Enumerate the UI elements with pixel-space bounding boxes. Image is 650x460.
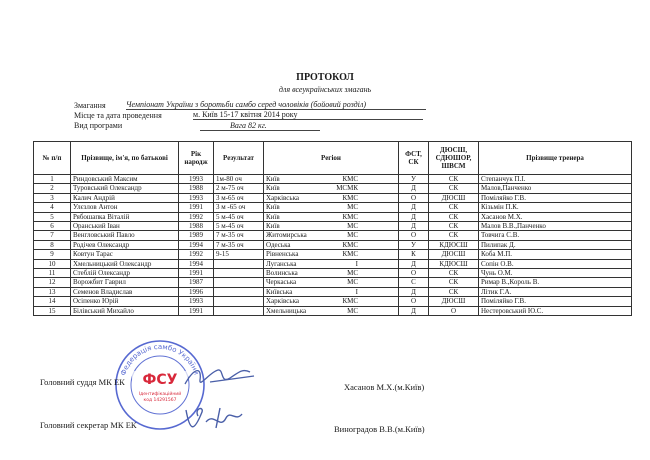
cell-num: 4 <box>34 203 71 212</box>
region-name: Харківська <box>266 297 299 306</box>
col-header-fst: ФСТ, СК <box>399 142 429 175</box>
cell-year: 1993 <box>179 175 214 184</box>
table-row <box>34 175 632 184</box>
cell-name: Риндовський Максим <box>71 175 179 184</box>
cell-fst: Д <box>399 203 429 212</box>
cell-school: ДЮСШ <box>429 297 479 306</box>
cell-coach: Поміляйко Г.В. <box>479 297 632 306</box>
stamp-center-text: ФСУ <box>142 372 178 388</box>
cell-year: 1991 <box>179 269 214 278</box>
cell-school: СК <box>429 212 479 221</box>
region-name: Київ <box>266 175 280 183</box>
cell-region <box>264 222 399 231</box>
judge-signature <box>180 362 260 392</box>
table-row <box>34 278 632 287</box>
cell-school: СК <box>429 278 479 287</box>
sport-rank: КМС <box>342 297 358 306</box>
region-name: Черкаська <box>266 278 297 287</box>
cell-num: 11 <box>34 269 71 278</box>
secretary-name: Виноградов В.В.(м.Київ) <box>334 424 425 434</box>
cell-region <box>264 175 399 184</box>
col-header-region: Регіон <box>264 142 399 175</box>
cell-result: 2 м-75 оч <box>214 184 264 193</box>
region-name: Луганська <box>266 259 297 268</box>
cell-fst: У <box>399 240 429 249</box>
cell-name: Оранський Іван <box>71 222 179 231</box>
cell-name: Родічев Олександр <box>71 240 179 249</box>
col-header-school: ДЮСШ, СДЮШОР, ШВСМ <box>429 142 479 175</box>
judge-name: Хасанов М.Х.(м.Київ) <box>344 382 425 392</box>
cell-result: 7 м-35 оч <box>214 240 264 249</box>
protocol-title: ПРОТОКОЛ <box>296 72 354 83</box>
competition-value: Чемпіонат України з боротьби самбо серед чоловіків (бойовий розділ) <box>126 100 426 110</box>
cell-school: ДЮСШ <box>429 193 479 202</box>
cell-fst: Д <box>399 306 429 315</box>
cell-num: 8 <box>34 240 71 249</box>
cell-year: 1988 <box>179 184 214 193</box>
sport-rank: КМС <box>342 240 358 249</box>
cell-num: 3 <box>34 193 71 202</box>
table-row <box>34 184 632 193</box>
results-table <box>33 141 632 316</box>
region-name: Київ <box>266 203 280 212</box>
cell-name: Венгловський Павло <box>71 231 179 240</box>
cell-name: Ворожбит Гаврил <box>71 278 179 287</box>
cell-num: 10 <box>34 259 71 268</box>
table-row <box>34 231 632 240</box>
cell-school: СК <box>429 184 479 193</box>
cell-region <box>264 193 399 202</box>
cell-result: 7 м-35 оч <box>214 231 264 240</box>
cell-school: СК <box>429 175 479 184</box>
cell-fst: Д <box>399 212 429 221</box>
table-row <box>34 306 632 315</box>
cell-region <box>264 306 399 315</box>
cell-fst: С <box>399 278 429 287</box>
sport-rank: МС <box>347 269 358 278</box>
cell-name: Улєзлов Антон <box>71 203 179 212</box>
cell-coach: Товчига С.В. <box>479 231 632 240</box>
cell-num: 9 <box>34 250 71 259</box>
cell-num: 7 <box>34 231 71 240</box>
table-row <box>34 240 632 249</box>
cell-coach: Чунь О.М. <box>479 269 632 278</box>
sport-rank: МСМК <box>336 184 358 193</box>
secretary-signature <box>180 402 250 436</box>
sport-rank: КМС <box>342 212 358 221</box>
cell-name: Осіпенко Юрій <box>71 297 179 306</box>
sport-rank: КМС <box>342 193 358 202</box>
cell-num: 6 <box>34 222 71 231</box>
cell-fst: У <box>399 175 429 184</box>
cell-result <box>214 278 264 287</box>
cell-year: 1993 <box>179 193 214 202</box>
program-label: Вид програми <box>74 121 123 130</box>
cell-region <box>264 259 399 268</box>
cell-year: 1989 <box>179 231 214 240</box>
region-name: Житомирська <box>266 231 307 240</box>
sport-rank: І <box>355 259 358 268</box>
cell-school: СК <box>429 222 479 231</box>
stamp-ring-text: Федерація самбо України <box>119 342 201 377</box>
sport-rank: МС <box>347 222 358 231</box>
cell-region <box>264 297 399 306</box>
protocol-subtitle: для всеукраїнських змагань <box>278 85 372 94</box>
cell-year: 1994 <box>179 240 214 249</box>
cell-region <box>264 240 399 249</box>
cell-name: Хмельницький Олександр <box>71 259 179 268</box>
col-header-coach: Прізвище тренера <box>479 142 632 175</box>
cell-fst: Д <box>399 259 429 268</box>
cell-name: Семенов Владислав <box>71 287 179 296</box>
cell-school: СК <box>429 231 479 240</box>
table-row <box>34 269 632 278</box>
cell-school: СК <box>429 269 479 278</box>
sport-rank: І <box>355 287 358 296</box>
cell-school: КДЮСШ <box>429 240 479 249</box>
cell-year: 1992 <box>179 250 214 259</box>
col-header-year: Рік народж <box>179 142 214 175</box>
stamp-line1: Ідентифікаційний <box>138 392 182 397</box>
region-name: Київ <box>266 184 280 193</box>
cell-result: 1м-80 оч <box>214 175 264 184</box>
cell-year: 1991 <box>179 306 214 315</box>
cell-fst: Д <box>399 222 429 231</box>
competition-label: Змагання <box>74 101 106 110</box>
table-row <box>34 297 632 306</box>
table-row <box>34 222 632 231</box>
cell-region <box>264 212 399 221</box>
cell-fst: О <box>399 231 429 240</box>
cell-result: 9-15 <box>214 250 264 259</box>
stamp-line2: код 14291567 <box>143 398 177 403</box>
judge-label: Головний суддя МК ЕК <box>40 377 125 387</box>
cell-fst: Д <box>399 184 429 193</box>
cell-region <box>264 250 399 259</box>
cell-name: Білівський Михайло <box>71 306 179 315</box>
cell-num: 15 <box>34 306 71 315</box>
sport-rank: КМС <box>342 175 358 183</box>
table-header-row <box>34 142 632 175</box>
sport-rank: МС <box>347 278 358 287</box>
cell-result <box>214 269 264 278</box>
cell-name: Рябошапка Віталій <box>71 212 179 221</box>
cell-result: 3 м-65 оч <box>214 193 264 202</box>
cell-coach: Літик Г.А. <box>479 287 632 296</box>
place-label: Місце та дата проведення <box>74 111 162 120</box>
cell-region <box>264 184 399 193</box>
cell-fst: К <box>399 250 429 259</box>
cell-school: СК <box>429 203 479 212</box>
table-row <box>34 203 632 212</box>
region-name: Одеська <box>266 240 291 249</box>
table-row <box>34 212 632 221</box>
cell-num: 12 <box>34 278 71 287</box>
cell-result: 3 м -65 оч <box>214 203 264 212</box>
cell-fst: Д <box>399 287 429 296</box>
cell-year: 1994 <box>179 259 214 268</box>
cell-year: 1991 <box>179 203 214 212</box>
cell-num: 5 <box>34 212 71 221</box>
cell-name: Стеблій Олександр <box>71 269 179 278</box>
cell-school: О <box>429 306 479 315</box>
cell-region <box>264 278 399 287</box>
region-name: Волинська <box>266 269 298 278</box>
cell-fst: О <box>399 297 429 306</box>
sport-rank: МС <box>347 203 358 212</box>
cell-school: ДЮСШ <box>429 250 479 259</box>
place-value: м. Київ 15-17 квітня 2014 року <box>193 110 423 120</box>
region-name: Київ <box>266 212 280 221</box>
cell-name: Туровський Олександр <box>71 184 179 193</box>
region-name: Рівненська <box>266 250 299 259</box>
cell-name: Ковтун Тарас <box>71 250 179 259</box>
col-header-result: Результат <box>214 142 264 175</box>
cell-num: 2 <box>34 184 71 193</box>
cell-coach: Малов В.В.,Панченко <box>479 222 632 231</box>
cell-result: 5 м-45 оч <box>214 212 264 221</box>
region-name: Київська <box>266 287 293 296</box>
cell-name: Калич Андрій <box>71 193 179 202</box>
cell-coach: Сопін О.В. <box>479 259 632 268</box>
cell-region <box>264 269 399 278</box>
cell-year: 1996 <box>179 287 214 296</box>
cell-year: 1993 <box>179 297 214 306</box>
cell-coach: Кізьмін П.К. <box>479 203 632 212</box>
table-row <box>34 287 632 296</box>
cell-coach: Римар В.,Король В. <box>479 278 632 287</box>
table-row <box>34 250 632 259</box>
sport-rank: МС <box>347 231 358 240</box>
cell-year: 1987 <box>179 278 214 287</box>
col-header-name: Прізвище, ім'я, по батькові <box>71 142 179 175</box>
col-header-num: № п/п <box>34 142 71 175</box>
cell-num: 13 <box>34 287 71 296</box>
cell-year: 1988 <box>179 222 214 231</box>
secretary-label: Головний секретар МК ЕК <box>40 420 137 430</box>
sport-rank: КМС <box>342 250 358 259</box>
cell-coach: Степанчук П.І. <box>479 175 632 184</box>
cell-fst: О <box>399 193 429 202</box>
program-value: Вага 82 кг. <box>200 121 320 131</box>
cell-coach: Пилипак Д. <box>479 240 632 249</box>
table-row <box>34 259 632 268</box>
cell-coach: Коба М.П. <box>479 250 632 259</box>
cell-num: 14 <box>34 297 71 306</box>
table-row <box>34 193 632 202</box>
cell-region <box>264 287 399 296</box>
cell-region <box>264 203 399 212</box>
cell-result: 5 м-45 оч <box>214 222 264 231</box>
sport-rank: МС <box>347 306 358 315</box>
cell-num: 1 <box>34 175 71 184</box>
cell-school: КДЮСШ <box>429 259 479 268</box>
cell-fst: О <box>399 269 429 278</box>
cell-result <box>214 306 264 315</box>
region-name: Київ <box>266 222 280 231</box>
cell-coach: Поміляйко Г.В. <box>479 193 632 202</box>
cell-coach: Малов,Панченко <box>479 184 632 193</box>
cell-coach: Хасанов М.Х. <box>479 212 632 221</box>
region-name: Хмельницька <box>266 306 307 315</box>
cell-year: 1992 <box>179 212 214 221</box>
cell-result <box>214 259 264 268</box>
cell-region <box>264 231 399 240</box>
cell-result <box>214 287 264 296</box>
cell-coach: Нестеровський Ю.С. <box>479 306 632 315</box>
region-name: Харківська <box>266 193 299 202</box>
cell-school: СК <box>429 287 479 296</box>
cell-result <box>214 297 264 306</box>
